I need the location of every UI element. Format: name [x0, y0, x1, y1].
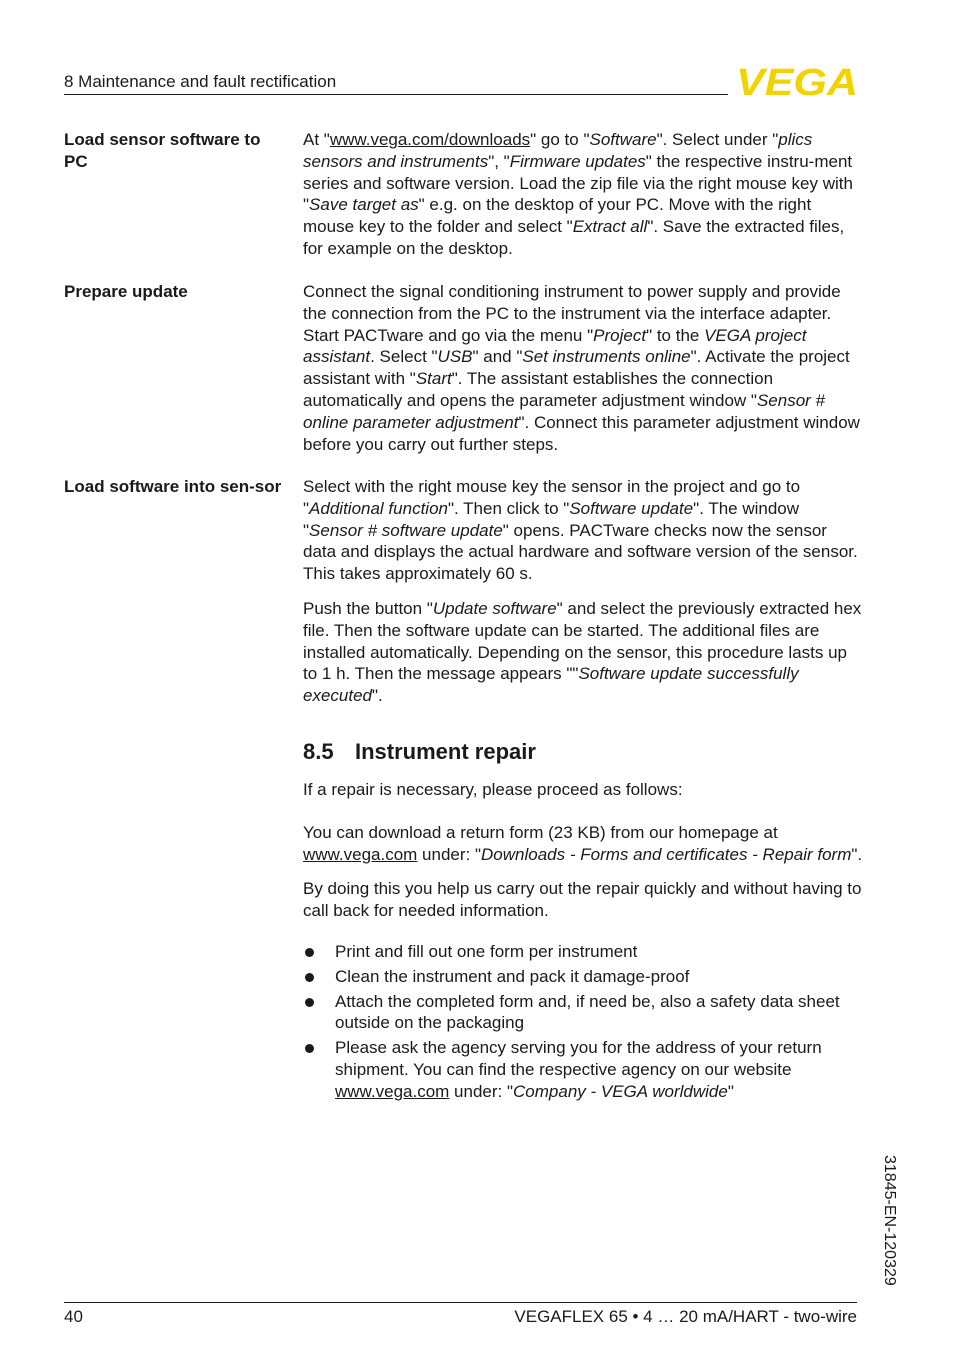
paragraph-repair-intro: If a repair is necessary, please proceed as follows:: [303, 780, 683, 799]
bullet-icon: [305, 973, 314, 982]
bullet-icon: [305, 1044, 314, 1053]
list-item: Clean the instrument and pack it damage-proof: [303, 966, 863, 988]
page-number: 40: [64, 1307, 83, 1326]
footer-product-title: VEGAFLEX 65 • 4 … 20 mA/HART - two-wire: [514, 1307, 857, 1326]
chapter-title: 8 Maintenance and fault rectification: [64, 72, 337, 91]
paragraph-select-sensor: Select with the right mouse key the sensor in the project and go to "Additional function". Then click to "Software update". The window "Sensor # software update" opens. PACTware checks now the sensor data and displays the actual hardware and software version of the sensor. This takes approximately 60 s.: [303, 477, 858, 584]
web-link[interactable]: www.vega.com: [335, 1081, 450, 1101]
list-item: Please ask the agency serving you for the address of your return shipment. You can find the respective agency on our website www.vega.com under: "Company - VEGA worldwide": [303, 1037, 863, 1102]
paragraph-load-sensor-software: At "www.vega.com/downloads" go to "Software". Select under "plics sensors and instruments", "Firmware updates" the respective instru-ment series and software version. Load the zip file via the right mouse key with "Save target as" e.g. on the desktop of your PC. Move with the right mouse key to the folder and select "Extract all". Save the extracted files, for example on the desktop.: [303, 130, 853, 258]
paragraph-push-button: Push the button "Update software" and select the previously extracted hex file. Then the software update can be started. The additional files are installed automatically. Depending on the sensor, this procedure lasts up to 1 h. Then the message appears ""Software update successfully executed".: [303, 599, 862, 706]
bullet-icon: [305, 948, 314, 957]
repair-steps-list: [303, 941, 863, 1106]
label-prepare-update: Prepare update: [64, 282, 188, 301]
label-load-sensor-software: Load sensor software to PC: [64, 130, 261, 171]
paragraph-return-form: You can download a return form (23 KB) from our homepage at www.vega.com under: "Downloads - Forms and certificates - Repair form".: [303, 823, 863, 864]
header-divider: [64, 94, 728, 95]
vega-logo-text: VEGA: [736, 64, 858, 98]
section-heading-instrument-repair: [303, 738, 536, 766]
section-title: Instrument repair: [355, 739, 536, 764]
bullet-icon: [305, 998, 314, 1007]
web-link[interactable]: www.vega.com/downloads: [329, 130, 531, 149]
footer-divider: [64, 1302, 857, 1303]
list-item: Print and fill out one form per instrument: [303, 941, 863, 963]
paragraph-help: By doing this you help us carry out the repair quickly and without having to call back for needed information.: [303, 879, 862, 920]
list-item: Attach the completed form and, if need be, also a safety data sheet outside on the packaging: [303, 991, 863, 1035]
document-code: 31845-EN-120329: [881, 1155, 898, 1286]
section-number: 8.5: [303, 739, 334, 764]
vega-logo: [735, 64, 859, 98]
web-link[interactable]: www.vega.com: [303, 844, 418, 864]
label-load-software-into-sensor: Load software into sen-sor: [64, 477, 282, 496]
paragraph-prepare-update: Connect the signal conditioning instrument to power supply and provide the connection from the PC to the instrument via the interface adapter. Start PACTware and go via the menu "Project" to the VEGA project assistant. Select "USB" and "Set instruments online". Activate the project assistant with "Start". The assistant establishes the connection automatically and opens the parameter adjustment window "Sensor # online parameter adjustment". Connect this parameter adjustment window before you carry out further steps.: [303, 282, 860, 454]
